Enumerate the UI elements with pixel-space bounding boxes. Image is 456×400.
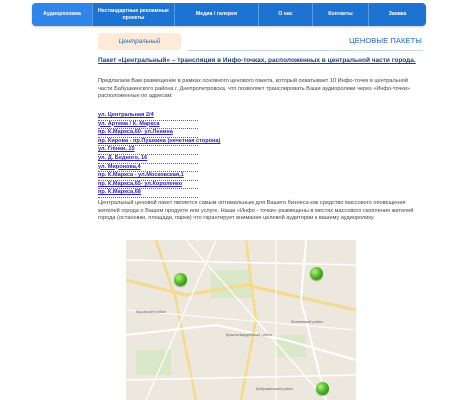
address-link[interactable]: ул. Д. Бедного, 16 (98, 155, 198, 164)
map-pin-icon[interactable] (316, 382, 329, 395)
address-list (98, 112, 221, 198)
city-map[interactable] (126, 240, 356, 400)
address-link[interactable]: пр. К.Маркса - ул.Московская,1 (98, 172, 198, 181)
map-label: Красногвардейский район (226, 333, 272, 337)
package-heading: Пакет «Центральный» – трансляция в Инфо-точках, расположенных в центральной части города. (98, 57, 416, 64)
title-divider (187, 50, 423, 51)
description-paragraph: Центральный ценовой пакет является самым оптимальным для Вашего бизнеса как средство массового оповещения жителей города о Вашем продукте или услуге. Наши «Инфо - точки» размещены в местах массового скопления жителей города (остановки, площади, парки) что гарантирует внимание целевой аудитории к вашему аудиоролику. (98, 200, 414, 222)
address-link[interactable]: пр. К.Маркса,65- ул.Короленко (98, 181, 198, 190)
address-link[interactable]: пр. К.Маркса,60- ул.Ленина (98, 129, 198, 138)
intro-paragraph: Предлагаем Вам размещение в рамках основного ценового пакета, который охватывает 10 Инфо-точек в центральной части Бабушкинского района г. Днепропетровска, что позволяет транслировать Ваши аудиоролики через «Инфо-точки» расположенные по адресам: (98, 78, 411, 100)
package-tab-central[interactable]: Центральный (98, 33, 181, 50)
section-title: ЦЕНОВЫЕ ПАКЕТЫ (349, 36, 422, 45)
nav-item-audio-ads[interactable]: Аудиореклама (32, 3, 93, 26)
address-link[interactable]: пр. К.Маркса,68 (98, 189, 198, 198)
address-link[interactable]: ул. Миронова,4 (98, 164, 198, 173)
nav-item-request[interactable]: Заявка (388, 11, 407, 18)
address-link[interactable]: ул. Артема / К. Маркса (98, 121, 198, 130)
map-pin-icon[interactable] (310, 267, 323, 280)
address-link[interactable]: пр. Кирова - пр.Пушкина (нечетная сторона) (98, 138, 198, 147)
map-pin-icon[interactable] (174, 273, 187, 286)
address-link[interactable]: ул. Центральная 2/4 (98, 112, 198, 121)
map-label: Жовтневый район (291, 320, 323, 324)
main-nav (32, 3, 426, 26)
map-label: Бабушкинский район (256, 387, 293, 391)
address-link[interactable]: ул. Глінки, 15 (98, 146, 198, 155)
nav-item-contacts[interactable]: Контакты (313, 3, 369, 26)
nav-item-about[interactable]: О нас (259, 3, 313, 26)
nav-item-media-gallery[interactable]: Медиа / галерея (175, 3, 259, 26)
map-label: Кировский район (136, 310, 166, 314)
nav-item-nonstandard-projects[interactable]: Нестандартные рекламные проекты (93, 3, 175, 26)
